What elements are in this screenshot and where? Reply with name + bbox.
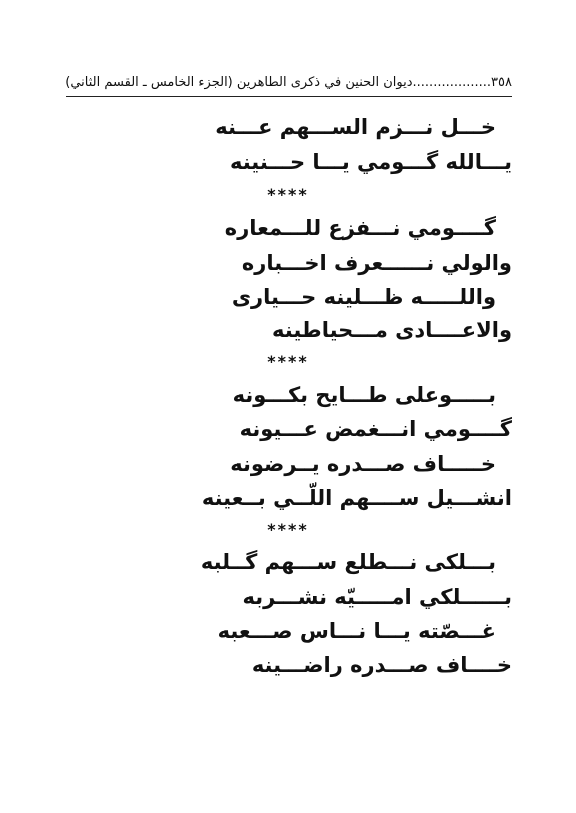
stanza-separator: **** [267,352,309,371]
poem-line: خـــل نـــزم الســـهم عـــنه [215,115,496,139]
poem-line: واللـــــه ظـــلينه حـــيارى [231,285,496,309]
poem-line: خـــــاف صـــدره يــرضونه [230,452,496,476]
poem-line: انشـــيل ســــهم اللّــي بــعينه [201,486,512,510]
poem-line: والاعــــادى مـــحياطينه [272,318,512,342]
leader-dots: ................... [412,74,492,90]
poem-line: خــــاف صـــدره راضـــينه [251,653,512,677]
stanza-separator: **** [267,520,309,539]
poem-line: يـــالله گـــومي يـــا حـــنينه [229,150,512,174]
poem-line: بــــــلكي امـــــيّه نشـــربه [242,585,512,609]
poem-line: والولي نــــــعرف اخـــباره [241,251,512,275]
poem-line: گــــومي انـــغمض عـــيونه [239,417,512,441]
poem-line: گــــومي نـــفزع للـــمعاره [224,216,496,240]
stanza-separator: **** [267,185,309,204]
poem-line: بـــلكى نـــطلع ســـهم گــلبه [200,550,496,574]
poem-line: بـــــوعلى طـــايح بكـــونه [232,383,496,407]
page-number: ٣٥٨ [491,74,512,90]
running-title: ديوان الحنين في ذكرى الطاهرين (الجزء الخامس ـ القسم الثاني) [65,74,413,90]
poem-line: غـــصّته يـــا نـــاس صـــعبه [217,619,496,643]
